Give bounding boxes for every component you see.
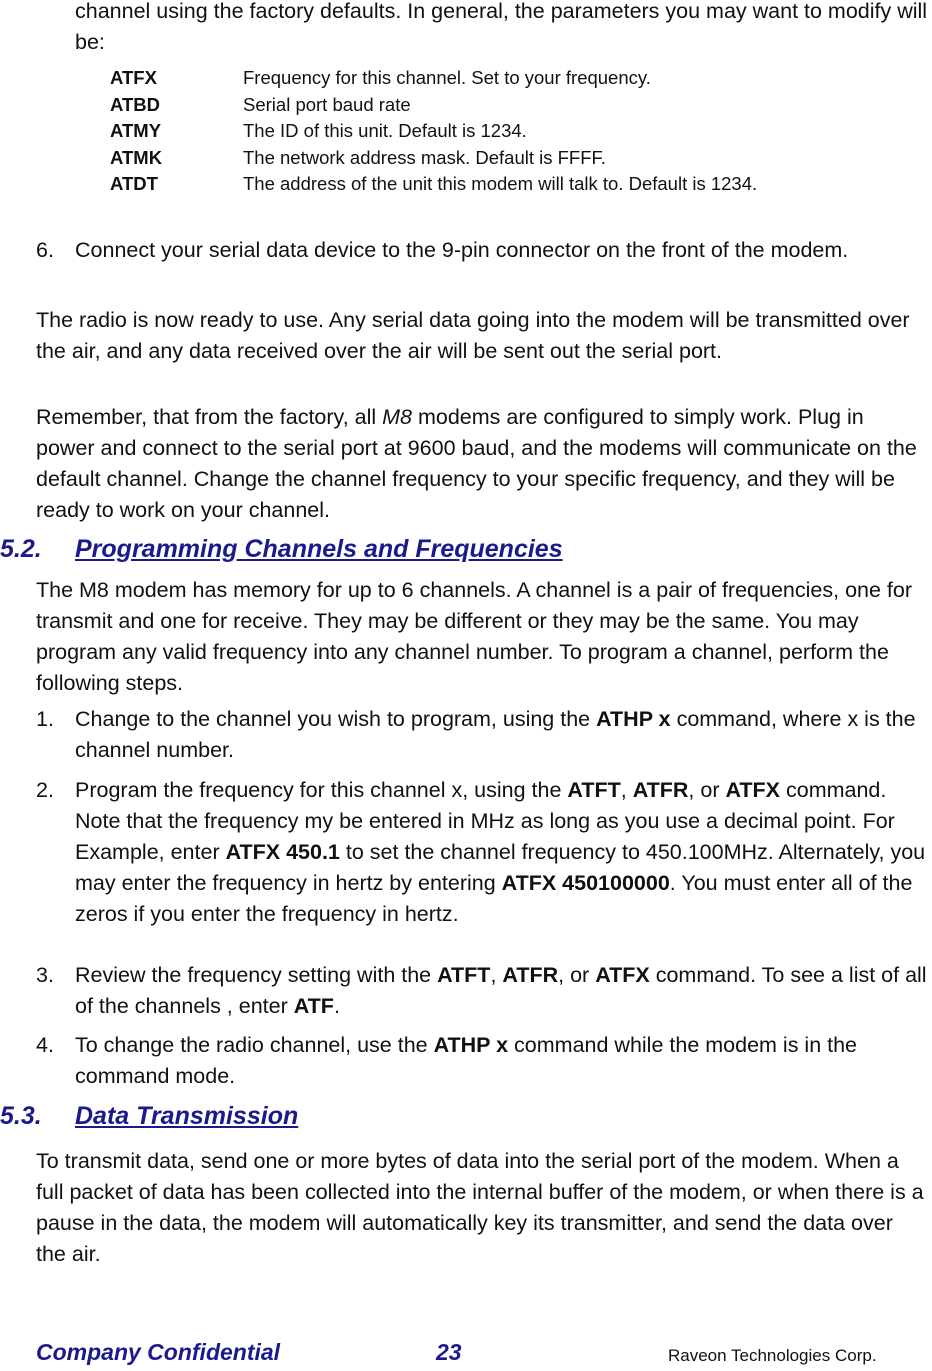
step-number: 1. — [36, 707, 54, 731]
param-code: ATBD — [110, 94, 161, 115]
param-desc: The ID of this unit. Default is 1234. — [243, 120, 527, 141]
footer-page-number: 23 — [436, 1339, 462, 1365]
param-desc: Frequency for this channel. Set to your frequency. — [243, 67, 651, 88]
footer-company: Raveon Technologies Corp. — [668, 1346, 877, 1365]
step-1-text: Change to the channel you wish to program, using the ATHP x command, where x is the channel number. — [75, 707, 916, 762]
step-number: 2. — [36, 778, 54, 802]
step-number: 3. — [36, 963, 54, 987]
param-code: ATDT — [110, 173, 158, 194]
step-6-text: Connect your serial data device to the 9-pin connector on the front of the modem. — [75, 238, 849, 262]
section-5-2-intro: The M8 modem has memory for up to 6 channels. A channel is a pair of frequencies, one for transmit and one for receive. They may be different or they may be the same. You may program any valid frequency into any channel number. To program a channel, perform the following steps. — [36, 578, 912, 695]
step-4-text: To change the radio channel, use the ATHP x command while the modem is in the command mode. — [75, 1033, 858, 1088]
step-number: 6. — [36, 238, 54, 262]
model-name: M8 — [382, 405, 412, 429]
param-code: ATMK — [110, 147, 163, 168]
intro-continuation: channel using the factory defaults. In general, the parameters you may want to modify will be: — [75, 0, 928, 54]
param-row-atdt — [110, 171, 757, 197]
param-row-atfx — [110, 65, 651, 91]
step-3-text: Review the frequency setting with the ATFT, ATFR, or ATFX command. To see a list of all of the channels , enter ATF. — [75, 963, 927, 1018]
step-number: 4. — [36, 1033, 54, 1057]
section-5-3-text: To transmit data, send one or more bytes of data into the serial port of the modem. When a full packet of data has been collected into the internal buffer of the modem, or when there is a pause in the data, the modem will automatically key its transmitter, and send the data over the air. — [36, 1149, 924, 1266]
param-row-atmk — [110, 145, 606, 171]
section-heading-5-3: 5.3. Data Transmission — [0, 1102, 299, 1130]
step-2-text: Program the frequency for this channel x, using the ATFT, ATFR, or ATFX command. Note that the frequency my be entered in MHz as long as you use a decimal point. For Example, enter ATFX 450.1 to set the channel frequency to 450.100MHz. Alternately, you may enter the frequency in hertz by entering ATFX 450100000. You must enter all of the zeros if you enter the frequency in hertz. — [75, 778, 926, 926]
paragraph-remember: Remember, that from the factory, all M8 modems are configured to simply work. Plug in power and connect to the serial port at 9600 baud, and the modems will communicate on the default channel. Change the channel frequency to your specific frequency, and they will be ready to work on your channel. — [36, 405, 917, 522]
param-code: ATFX — [110, 67, 157, 88]
param-desc: The address of the unit this modem will talk to. Default is 1234. — [243, 173, 758, 194]
param-code: ATMY — [110, 120, 162, 141]
footer-confidential: Company Confidential — [36, 1339, 281, 1365]
param-row-atbd — [110, 92, 411, 118]
paragraph-ready: The radio is now ready to use. Any serial data going into the modem will be transmitted over the air, and any data received over the air will be sent out the serial port. — [36, 308, 910, 363]
param-desc: The network address mask. Default is FFFF. — [243, 147, 606, 168]
param-row-atmy — [110, 118, 527, 144]
param-desc: Serial port baud rate — [243, 94, 411, 115]
section-heading-5-2: 5.2. Programming Channels and Frequencies — [0, 535, 563, 563]
